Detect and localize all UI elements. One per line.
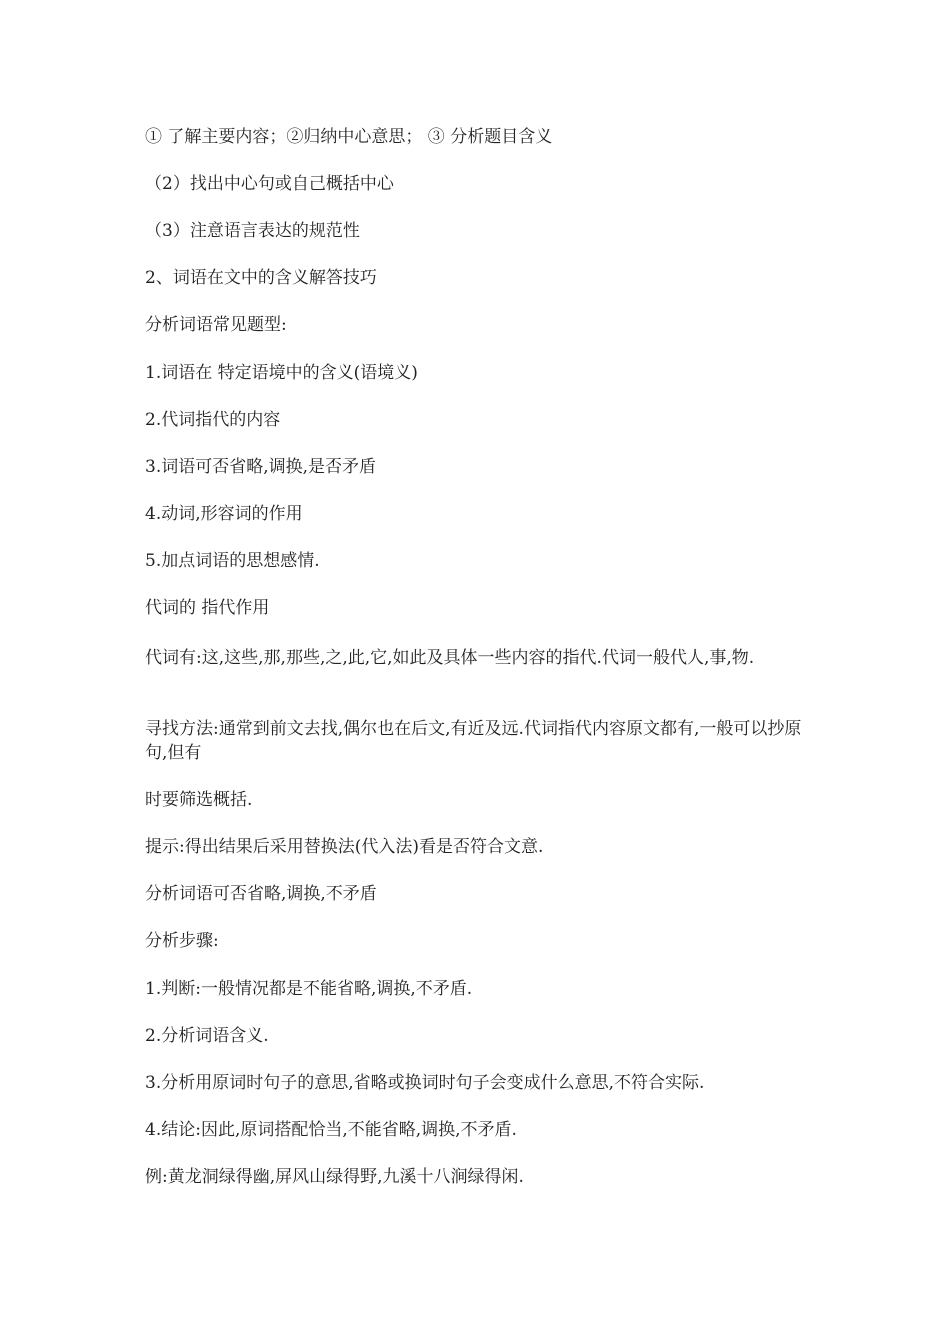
paragraph-example: 例:黄龙洞绿得幽,屏风山绿得野,九溪十八涧绿得闲. [145,1167,524,1187]
step-item-2: 2.分析词语含义. [145,1026,269,1046]
paragraph-search-method-cont: 时要筛选概括. [145,790,253,810]
paragraph-analysis-steps-heading: 分析步骤: [145,931,219,951]
paragraph-item-2: （2）找出中心句或自己概括中心 [145,174,394,194]
section-heading: 2、词语在文中的含义解答技巧 [145,268,377,288]
subheading-omit-swap: 分析词语可否省略,调换,不矛盾 [145,884,377,904]
list-item-3: 3.词语可否省略,调换,是否矛盾 [145,457,377,477]
list-item-5: 5.加点词语的思想感情. [145,551,320,571]
subheading-pronoun-reference: 代词的 指代作用 [145,598,270,618]
paragraph-item-3: （3）注意语言表达的规范性 [145,221,360,241]
list-item-4: 4.动词,形容词的作用 [145,504,303,524]
step-item-4: 4.结论:因此,原词搭配恰当,不能省略,调换,不矛盾. [145,1120,517,1140]
paragraph-search-method: 寻找方法:通常到前文去找,偶尔也在后文,有近及远.代词指代内容原文都有,一般可以抄原句,但有 [145,719,802,763]
paragraph-question-types-heading: 分析词语常见题型: [145,315,287,335]
paragraph-steps-list: ① 了解主要内容；②归纳中心意思； ③ 分析题目含义 [145,127,553,147]
list-item-2: 2.代词指代的内容 [145,410,281,430]
list-item-1: 1.词语在 特定语境中的含义(语境义) [145,363,418,383]
step-item-3: 3.分析用原词时句子的意思,省略或换词时句子会变成什么意思,不符合实际. [145,1073,705,1093]
step-item-1: 1.判断:一般情况都是不能省略,调换,不矛盾. [145,979,473,999]
paragraph-pronouns: 代词有:这,这些,那,那些,之,此,它,如此及具体一些内容的指代.代词一般代人,事,物. [145,648,755,668]
paragraph-tip: 提示:得出结果后采用替换法(代入法)看是否符合文意. [145,837,544,857]
